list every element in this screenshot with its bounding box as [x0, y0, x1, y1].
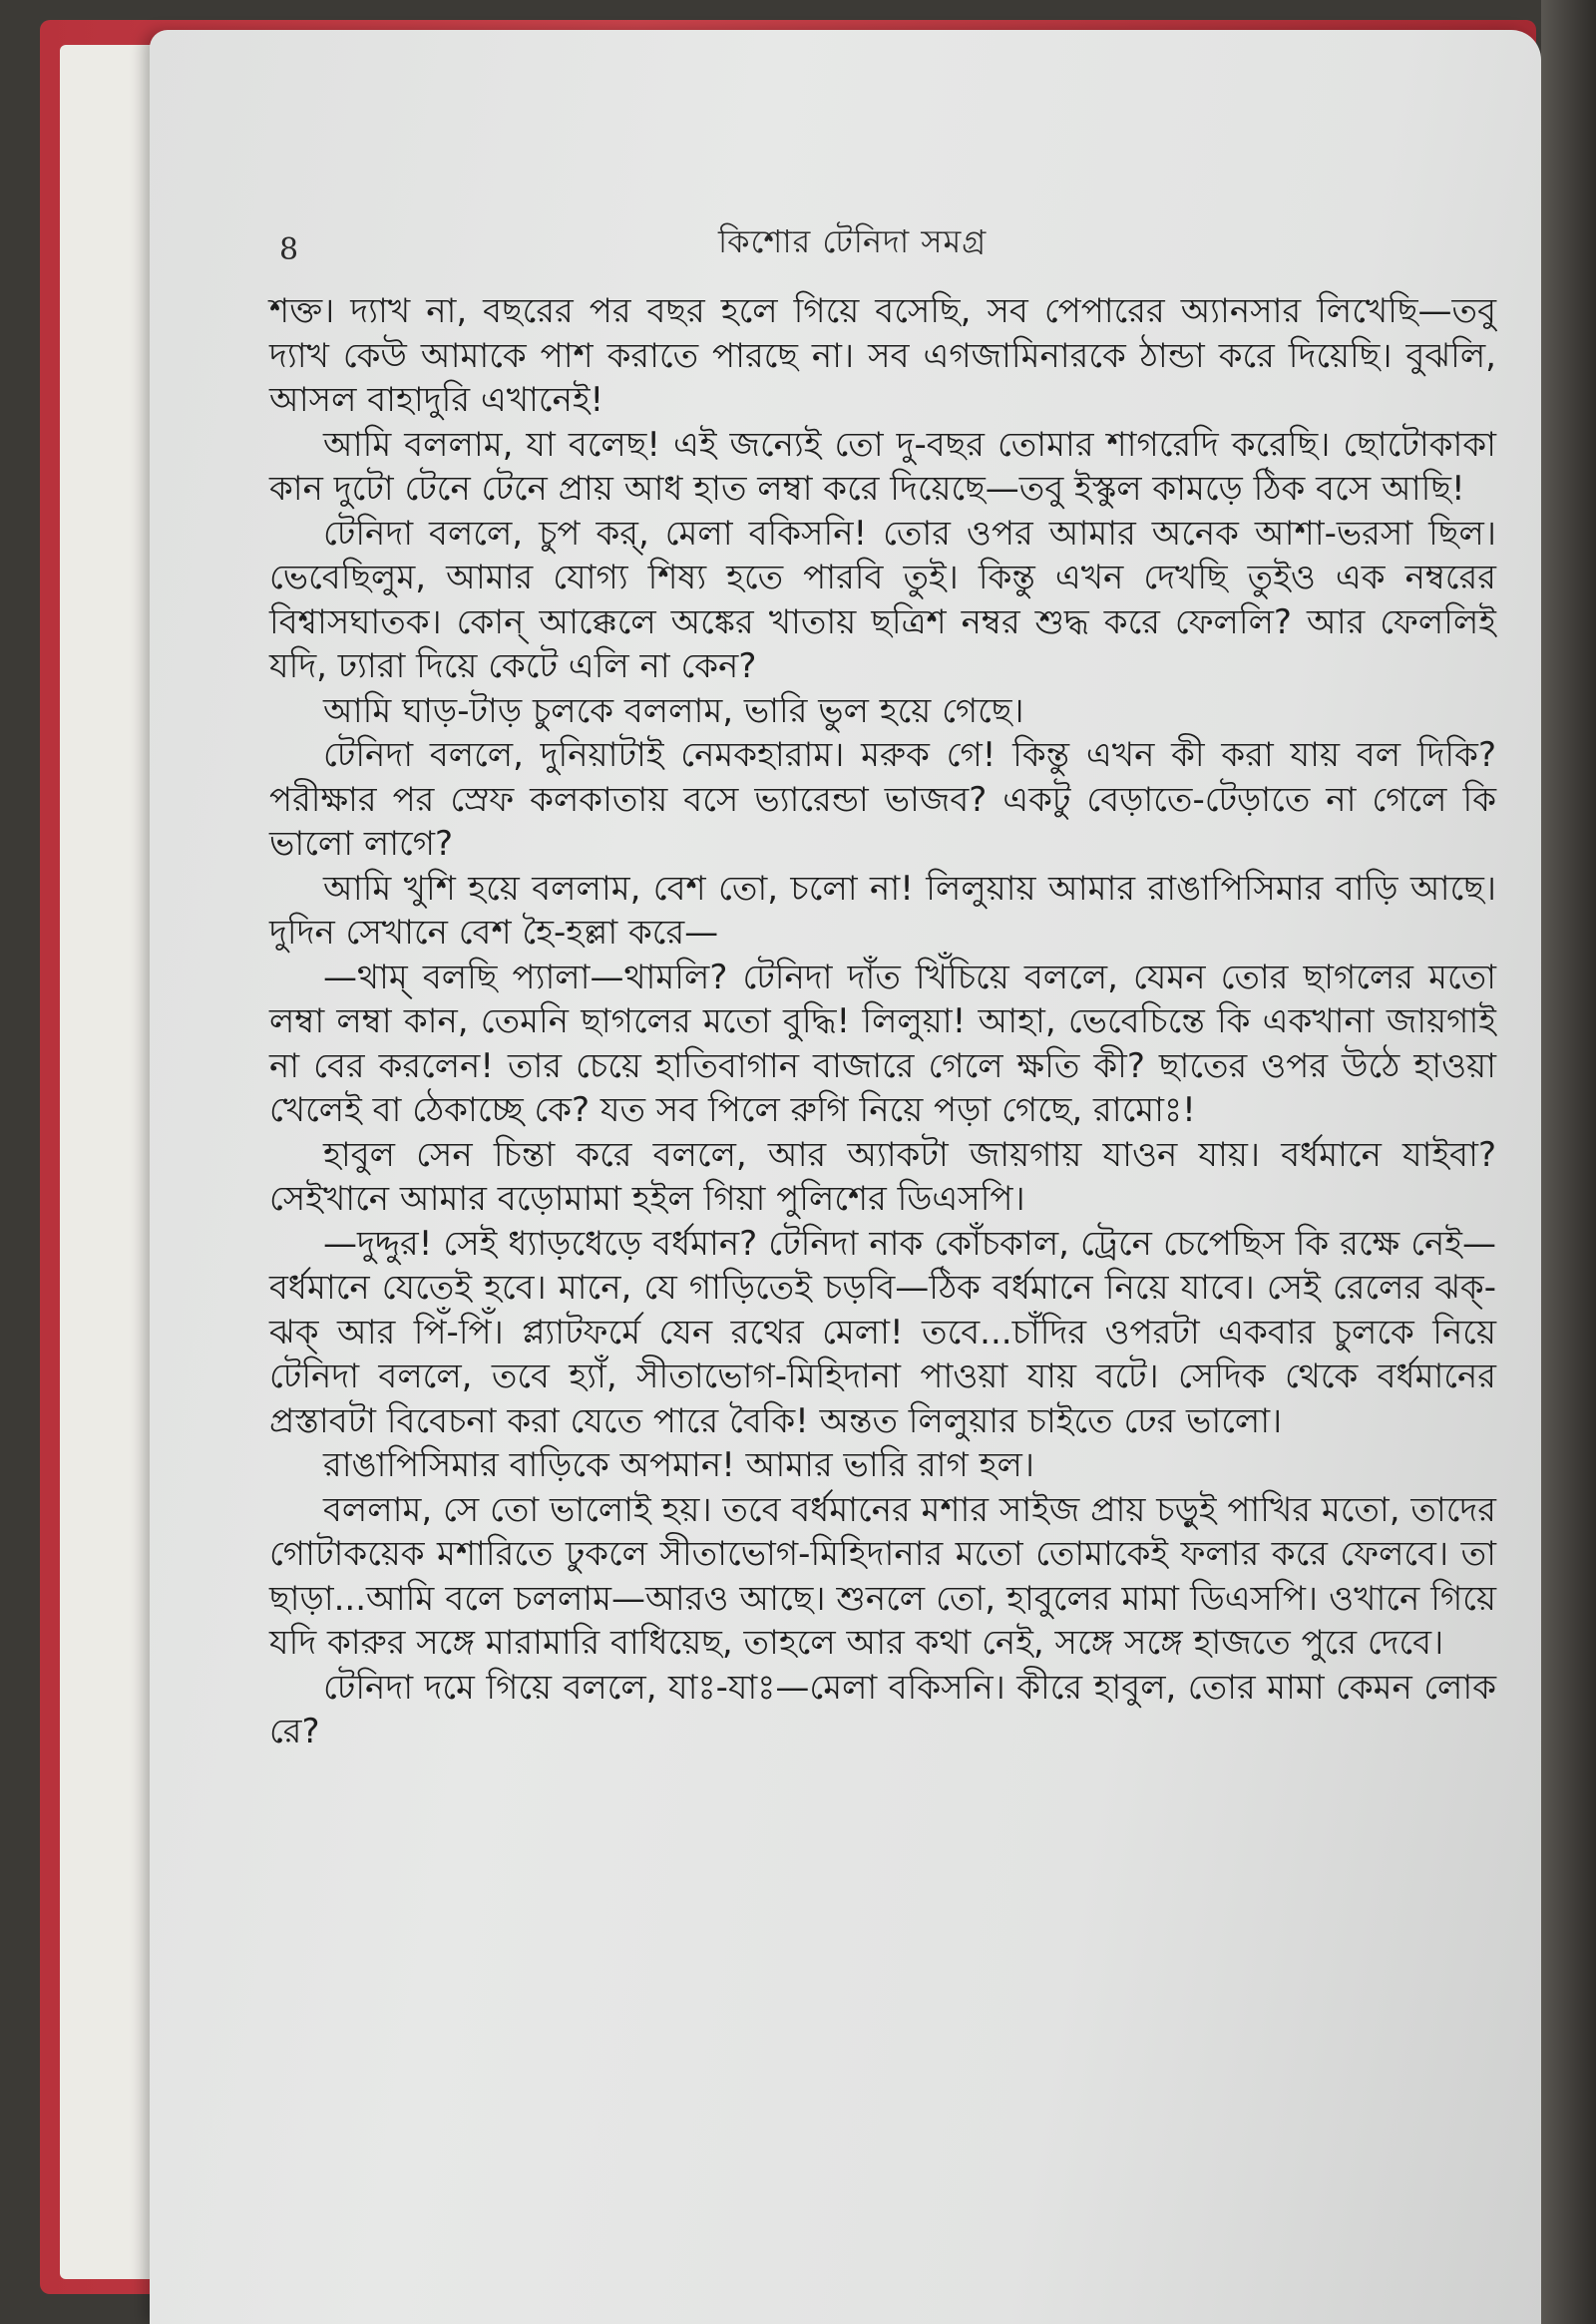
- paragraph: বললাম, সে তো ভালোই হয়। তবে বর্ধমানের মশার সাইজ প্রায় চড়ুই পাখির মতো, তাদের গোটাকয়েক মশারিতে ঢুকলে সীতাভোগ-মিহিদানার মতো তোমাকেই ফলার করে ফেলবে। তা ছাড়া...আমি বলে চললাম—আরও আছে। শুনলে তো, হাবুলের মামা ডিএসপি। ওখানে গিয়ে যদি কারুর সঙ্গে মারামারি বাধিয়েছ, তাহলে আর কথা নেই, সঙ্গে সঙ্গে হাজতে পুরে দেবে।: [269, 1489, 1496, 1663]
- page-number: 8: [279, 232, 299, 267]
- paragraph: আমি বললাম, যা বলেছ! এই জন্যেই তো দু-বছর তোমার শাগরেদি করেছি। ছোটোকাকা কান দুটো টেনে টেনে প্রায় আধ হাত লম্বা করে দিয়েছে—তবু ইস্কুল কামড়ে ঠিক বসে আছি!: [269, 424, 1496, 509]
- page-header: [279, 204, 1516, 267]
- paragraph: হাবুল সেন চিন্তা করে বললে, আর অ্যাকটা জায়গায় যাওন যায়। বর্ধমানে যাইবা? সেইখানে আমার বড়োমামা হইল গিয়া পুলিশের ডিএসপি।: [269, 1134, 1496, 1219]
- paragraph: টেনিদা বললে, দুনিয়াটাই নেমকহারাম। মরুক গে! কিন্তু এখন কী করা যায় বল দিকি? পরীক্ষার পর স্রেফ কলকাতায় বসে ভ্যারেন্ডা ভাজব? একটু বেড়াতে-টেড়াতে না গেলে কি ভালো লাগে?: [269, 735, 1496, 864]
- paragraph: —দুদ্দুর! সেই ধ্যাড়ধেড়ে বর্ধমান? টেনিদা নাক কোঁচকাল, ট্রেনে চেপেছিস কি রক্ষে নেই—বর্ধমানে যেতেই হবে। মানে, যে গাড়িতেই চড়বি—ঠিক বর্ধমানে নিয়ে যাবে। সেই রেলের ঝক্-ঝক্ আর পিঁ-পিঁ। প্ল্যাটফর্মে যেন রথের মেলা! তবে...চাঁদির ওপরটা একবার চুলকে নিয়ে টেনিদা বললে, তবে হ্যাঁ, সীতাভোগ-মিহিদানা পাওয়া যায় বটে। সেদিক থেকে বর্ধমানের প্রস্তাবটা বিবেচনা করা যেতে পারে বৈকি! অন্তত লিলুয়ার চাইতে ঢের ভালো।: [269, 1223, 1496, 1441]
- paragraph: টেনিদা দমে গিয়ে বললে, যাঃ-যাঃ—মেলা বকিসনি। কীরে হাবুল, তোর মামা কেমন লোক রে?: [269, 1667, 1496, 1751]
- body-text: [269, 289, 1496, 1754]
- paragraph: আমি ঘাড়-টাড় চুলকে বললাম, ভারি ভুল হয়ে গেছে।: [323, 690, 1024, 731]
- paragraph: রাঙাপিসিমার বাড়িকে অপমান! আমার ভারি রাগ হল।: [323, 1445, 1034, 1485]
- paragraph: —থাম্ বলছি প্যালা—থামলি? টেনিদা দাঁত খিঁচিয়ে বললে, যেমন তোর ছাগলের মতো লম্বা লম্বা কান, তেমনি ছাগলের মতো বুদ্ধি! লিলুয়া! আহা, ভেবেচিন্তে কি একখানা জায়গাই না বের করলেন! তার চেয়ে হাতিবাগান বাজারে গেলে ক্ষতি কী? ছাতের ওপর উঠে হাওয়া খেলেই বা ঠেকাচ্ছে কে? যত সব পিলে রুগি নিয়ে পড়া গেছে, রামোঃ!: [269, 957, 1496, 1130]
- paragraph: শক্ত। দ্যাখ না, বছরের পর বছর হলে গিয়ে বসেছি, সব পেপারের অ্যানসার লিখেছি—তবু দ্যাখ কেউ আমাকে পাশ করাতে পারছে না। সব এগজামিনারকে ঠান্ডা করে দিয়েছি। বুঝলি, আসল বাহাদুরি এখানেই!: [269, 291, 1496, 420]
- paragraph: আমি খুশি হয়ে বললাম, বেশ তো, চলো না! লিলুয়ায় আমার রাঙাপিসিমার বাড়ি আছে। দুদিন সেখানে বেশ হৈ-হল্লা করে—: [269, 868, 1496, 953]
- background-shadow: [1541, 0, 1596, 2324]
- paragraph: টেনিদা বললে, চুপ কর্, মেলা বকিসনি! তোর ওপর আমার অনেক আশা-ভরসা ছিল। ভেবেছিলুম, আমার যোগ্য শিষ্য হতে পারবি তুই। কিন্তু এখন দেখছি তুইও এক নম্বরের বিশ্বাসঘাতক। কোন্ আক্কেলে অঙ্কের খাতায় ছত্রিশ নম্বর শুদ্ধ করে ফেললি? আর ফেললিই যদি, ঢ্যারা দিয়ে কেটে এলি না কেন?: [269, 513, 1496, 686]
- running-title: কিশোর টেনিদা সমগ্র: [718, 222, 988, 260]
